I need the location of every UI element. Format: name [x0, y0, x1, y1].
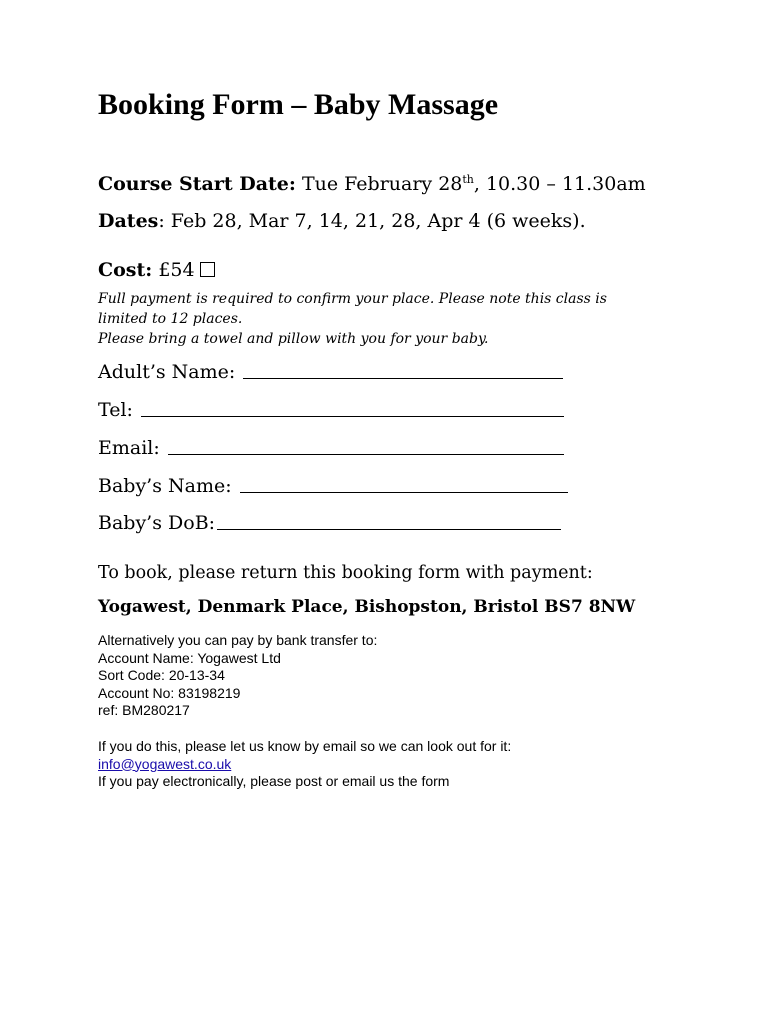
course-start-line	[98, 173, 646, 195]
baby-dob-field	[98, 512, 561, 534]
dates-line	[98, 210, 586, 232]
tel-field	[98, 399, 564, 421]
cost-checkbox[interactable]	[200, 262, 215, 277]
account-name: Account Name: Yogawest Ltd	[98, 649, 281, 666]
post-note: If you pay electronically, please post or email us the form	[98, 773, 450, 789]
baby-dob-label: Baby’s DoB:	[98, 512, 216, 534]
cost-label: Cost:	[98, 259, 153, 281]
payment-note	[98, 289, 658, 349]
sort-code: Sort Code: 20-13-34	[98, 667, 225, 683]
baby-name-field	[98, 475, 568, 497]
course-start-label: Course Start Date:	[98, 173, 296, 195]
dates-value: : Feb 28, Mar 7, 14, 21, 28, Apr 4 (6 weeks).	[158, 210, 586, 232]
cost-value: £54	[152, 259, 195, 281]
adult-name-field	[98, 361, 563, 383]
baby-name-label: Baby’s Name:	[98, 475, 232, 497]
account-number: Account No: 83198219	[98, 684, 241, 701]
email-field	[98, 437, 564, 459]
email-notice: If you do this, please let us know by email so we can look out for it:	[98, 738, 512, 754]
adult-name-label: Adult’s Name:	[98, 361, 236, 383]
course-start-value: Tue February 28	[295, 173, 463, 195]
baby-dob-input[interactable]	[217, 528, 561, 530]
booking-address: Yogawest, Denmark Place, Bishopston, Bristol BS7 8NW	[98, 597, 636, 617]
towel-note-line: Please bring a towel and pillow with you for your baby.	[98, 331, 489, 347]
course-start-time: , 10.30 – 11.30am	[473, 173, 646, 195]
email-input[interactable]	[168, 453, 564, 455]
tel-input[interactable]	[141, 415, 564, 417]
page-title: Booking Form – Baby Massage	[98, 88, 499, 121]
baby-name-input[interactable]	[240, 491, 568, 493]
payment-reference: ref: BM280217	[98, 702, 190, 718]
adult-name-input[interactable]	[243, 377, 563, 379]
dates-label: Dates	[98, 210, 159, 232]
payment-note-line: Full payment is required to confirm your place. Please note this class is limited to 12 places.	[98, 291, 607, 327]
tel-label: Tel:	[98, 399, 133, 421]
bank-details	[98, 632, 377, 720]
contact-email-link[interactable]: info@yogawest.co.uk	[98, 755, 232, 772]
cost-line	[98, 259, 215, 281]
booking-instruction: To book, please return this booking form with payment:	[98, 563, 593, 583]
email-label: Email:	[98, 437, 160, 459]
footer-notes	[98, 738, 511, 791]
course-start-ordinal: th	[462, 173, 474, 186]
bank-intro: Alternatively you can pay by bank transfer to:	[98, 632, 378, 648]
